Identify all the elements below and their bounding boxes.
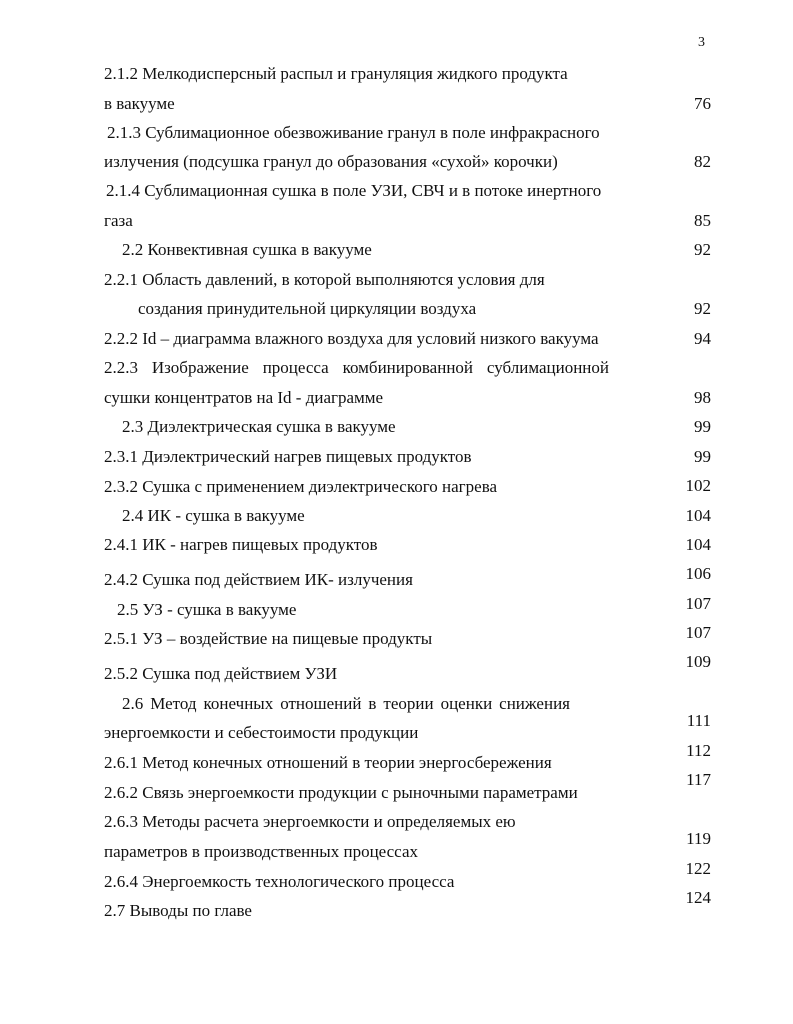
toc-page-number: 111 <box>686 711 711 730</box>
toc-line: 2.6.3 Методы расчета энергоемкости и определяемых ею <box>104 812 516 831</box>
toc-line: параметров в производственных процессах <box>104 842 418 861</box>
toc-line: 2.5 УЗ - сушка в вакууме <box>117 600 297 619</box>
toc-page-number: 85 <box>694 211 711 230</box>
toc-line: 2.4.1 ИК - нагрев пищевых продуктов <box>104 535 378 554</box>
toc-page-number: 76 <box>694 94 711 113</box>
toc-page-number: 104 <box>685 506 711 525</box>
toc-line: создания принудительной циркуляции воздуха <box>138 299 477 318</box>
page-number: 3 <box>698 35 705 50</box>
toc-page-number: 94 <box>694 329 711 348</box>
toc-line: 2.1.2 Мелкодисперсный распыл и грануляция жидкого продукта <box>104 64 568 83</box>
toc-line: 2.6.4 Энергоемкость технологического процесса <box>104 872 455 891</box>
toc-line: 2.3.1 Диэлектрический нагрев пищевых продуктов <box>104 447 472 466</box>
toc-line: 2.7 Выводы по главе <box>104 901 252 920</box>
toc-page-number: 92 <box>694 299 711 318</box>
toc-line: 2.4 ИК - сушка в вакууме <box>122 506 305 525</box>
toc-line: 2.2.3 Изображение процесса комбинированной сублимационной <box>104 358 609 377</box>
toc-page-number: 82 <box>694 152 711 171</box>
toc-page-number: 112 <box>686 741 711 760</box>
toc-line: 2.2.2 Id – диаграмма влажного воздуха для условий низкого вакуума <box>104 329 599 348</box>
toc-page-number: 99 <box>694 447 711 466</box>
toc-line: 2.2.1 Область давлений, в которой выполняются условия для <box>104 270 545 289</box>
toc-page-number: 98 <box>694 388 711 407</box>
toc-page-number: 102 <box>685 476 711 495</box>
toc-page-number: 107 <box>685 594 711 613</box>
toc-page-number: 104 <box>685 535 711 554</box>
toc-line: 2.6.1 Метод конечных отношений в теории энергосбережения <box>104 753 552 772</box>
toc-line: энергоемкости и себестоимости продукции <box>104 723 419 742</box>
toc-page-number: 122 <box>685 859 711 878</box>
toc-page-number: 99 <box>694 417 711 436</box>
toc-page-number: 106 <box>685 564 711 583</box>
toc-line: 2.1.4 Сублимационная сушка в поле УЗИ, СВЧ и в потоке инертного <box>106 181 602 200</box>
toc-line: в вакууме <box>104 94 175 113</box>
toc-line: 2.4.2 Сушка под действием ИК- излучения <box>104 570 413 589</box>
toc-line: 2.3 Диэлектрическая сушка в вакууме <box>122 417 396 436</box>
toc-page-number: 109 <box>685 652 711 671</box>
toc-line: 2.6 Метод конечных отношений в теории оценки снижения <box>122 694 570 713</box>
toc-line: 2.6.2 Связь энергоемкости продукции с рыночными параметрами <box>104 783 578 802</box>
toc-line: 2.5.1 УЗ – воздействие на пищевые продукты <box>104 629 433 648</box>
toc-line: 2.2 Конвективная сушка в вакууме <box>122 240 372 259</box>
toc-line: излучения (подсушка гранул до образования «сухой» корочки) <box>104 152 558 171</box>
toc-line: сушки концентратов на Id - диаграмме <box>104 388 384 407</box>
toc-line: газа <box>104 211 133 230</box>
toc-line: 2.5.2 Сушка под действием УЗИ <box>104 664 338 683</box>
toc-page-number: 124 <box>685 888 711 907</box>
toc-page-number: 107 <box>685 623 711 642</box>
toc-page-number: 92 <box>694 240 711 259</box>
toc-line: 2.1.3 Сублимационное обезвоживание гранул в поле инфракрасного <box>107 123 600 142</box>
toc-line: 2.3.2 Сушка с применением диэлектрического нагрева <box>104 477 498 496</box>
toc-page-number: 117 <box>686 770 711 789</box>
toc-page-number: 119 <box>686 829 711 848</box>
